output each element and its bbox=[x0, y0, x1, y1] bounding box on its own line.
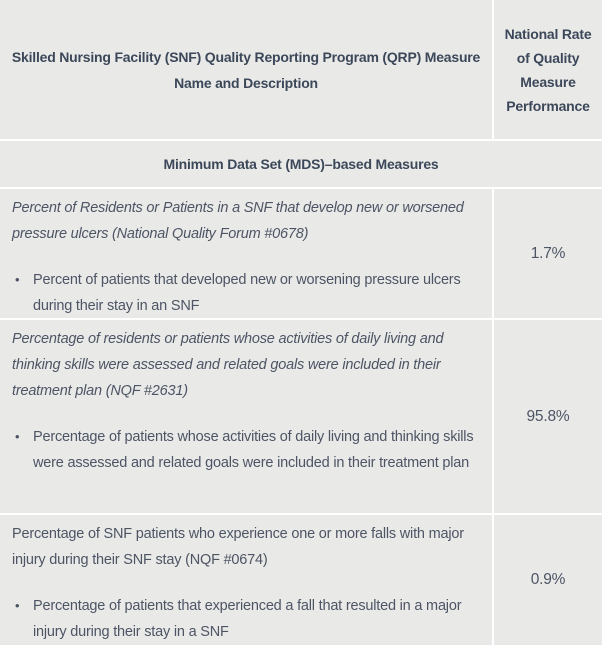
column-header-measure-name: Skilled Nursing Facility (SNF) Quality Reporting Program (QRP) Measure Name and Description bbox=[11, 48, 481, 91]
section-header-mds-measures: Minimum Data Set (MDS)–based Measures bbox=[163, 156, 439, 172]
bullet-item bbox=[12, 267, 482, 318]
measure-title: Percentage of residents or patients whose activities of daily living and thinking skills were assessed and related goals were included in their treatment plan (NQF #2631) bbox=[12, 331, 444, 399]
national-rate-value: 0.9% bbox=[530, 571, 566, 588]
measure-row-pressure-ulcers bbox=[0, 189, 492, 318]
measure-description-list bbox=[12, 593, 482, 645]
bullet-icon: • bbox=[15, 272, 20, 287]
measure-description-list bbox=[12, 267, 482, 318]
measure-description-list bbox=[12, 424, 482, 476]
bullet-text: Percentage of patients that experienced a fall that resulted in a major injury during their stay in a SNF bbox=[33, 598, 462, 640]
bullet-item bbox=[12, 593, 482, 645]
national-rate-value: 95.8% bbox=[526, 407, 570, 425]
measure-title: Percent of Residents or Patients in a SNF that develop new or worsened pressure ulcers (National Quality Forum #0678) bbox=[12, 200, 464, 242]
bullet-icon: • bbox=[15, 429, 20, 444]
measure-row-falls-major-injury bbox=[0, 515, 492, 645]
bullet-icon: • bbox=[15, 598, 20, 613]
bullet-text: Percent of patients that developed new or worsening pressure ulcers during their stay in an SNF bbox=[33, 272, 461, 314]
bullet-item bbox=[12, 424, 482, 476]
bullet-text: Percentage of patients whose activities of daily living and thinking skills were assessed and related goals were included in their treatment plan bbox=[33, 429, 474, 471]
column-header-national-rate: National Rate of Quality Measure Performance bbox=[504, 25, 592, 114]
national-rate-value: 1.7% bbox=[530, 244, 566, 262]
measure-row-daily-living-assessment bbox=[0, 320, 492, 513]
measure-title: Percentage of SNF patients who experience one or more falls with major injury during their SNF stay (NQF #0674) bbox=[12, 526, 464, 568]
